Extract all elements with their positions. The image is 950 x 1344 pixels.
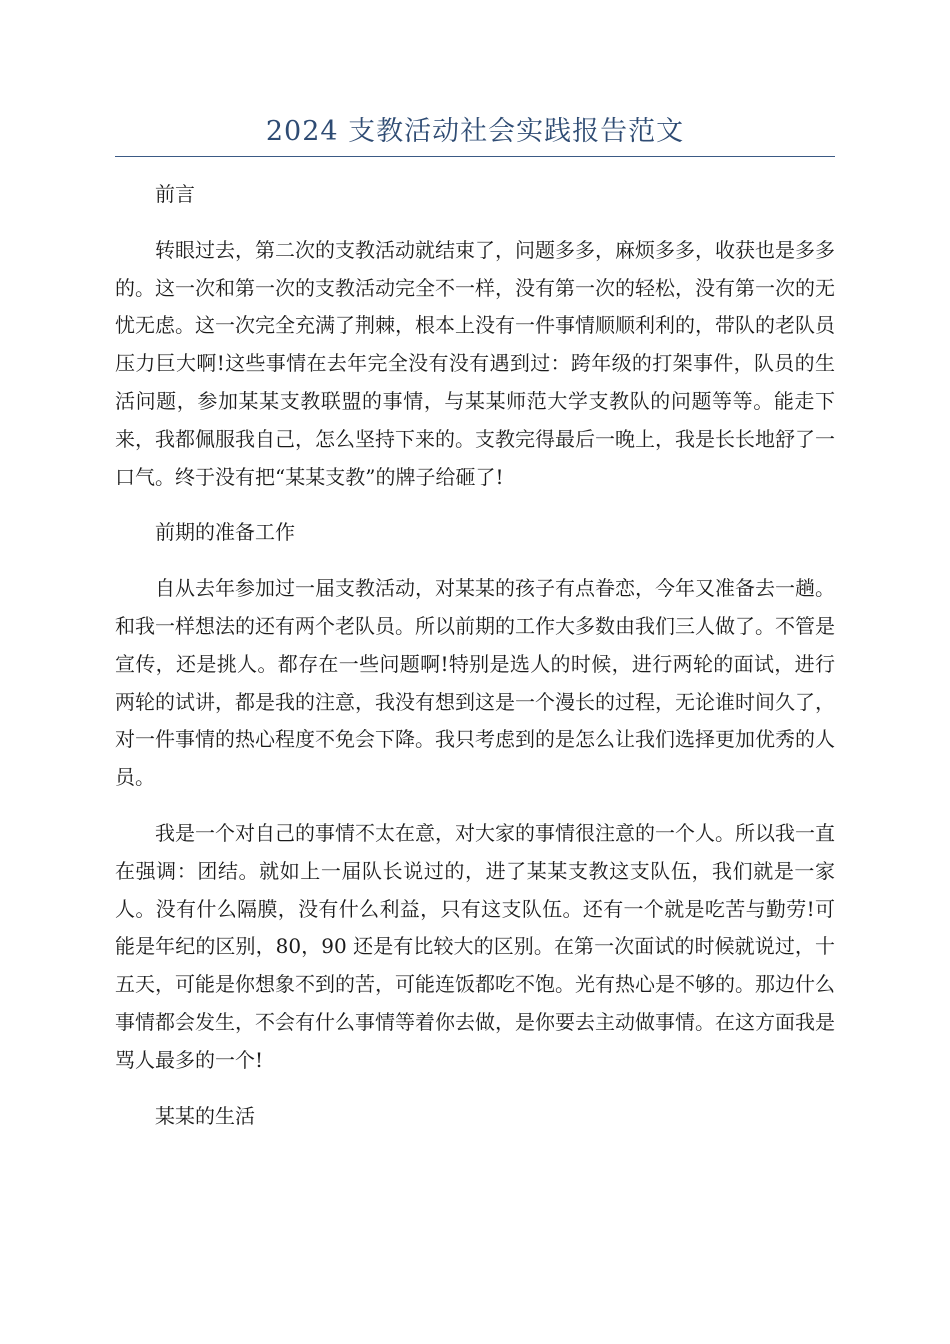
- paragraph-preparation-1: 自从去年参加过一届支教活动，对某某的孩子有点眷恋，今年又准备去一趟。和我一样想法的还有两个老队员。所以前期的工作大多数由我们三人做了。不管是宣传，还是挑人。都存在一些问题啊!特别是选人的时候，进行两轮的面试，进行两轮的试讲，都是我的注意，我没有想到这是一个漫长的过程，无论谁时间久了，对一件事情的热心程度不免会下降。我只考虑到的是怎么让我们选择更加优秀的人员。: [115, 576, 835, 790]
- document-title: 2024 支教活动社会实践报告范文: [265, 116, 685, 147]
- document-body: [115, 176, 835, 1153]
- paragraph-preparation-2: 我是一个对自己的事情不太在意，对大家的事情很注意的一个人。所以我一直在强调：团结。就如上一届队长说过的，进了某某支教这支队伍，我们就是一家人。没有什么隔膜，没有什么利益，只有这支队伍。还有一个就是吃苦与勤劳!可能是年纪的区别，80，90 还是有比较大的区别。在第一次面试的时候就说过，十五天，可能是你想象不到的苦，可能连饭都吃不饱。光有热心是不够的。那边什么事情都会发生，不会有什么事情等着你去做，是你要去主动做事情。在这方面我是骂人最多的一个!: [115, 820, 835, 1072]
- section-heading-preface: 前言: [155, 182, 195, 206]
- section-heading-life: 某某的生活: [155, 1103, 255, 1128]
- title-area: [115, 112, 835, 157]
- paragraph-preface-1: 转眼过去，第二次的支教活动就结束了，问题多多，麻烦多多，收获也是多多的。这一次和第一次的支教活动完全不一样，没有第一次的轻松，没有第一次的无忧无虑。这一次完全充满了荆棘，根本上没有一件事情顺顺利利的，带队的老队员压力巨大啊!这些事情在去年完全没有没有遇到过：跨年级的打架事件，队员的生活问题，参加某某支教联盟的事情，与某某师范大学支教队的问题等等。能走下来，我都佩服我自己，怎么坚持下来的。支教完得最后一晚上，我是长长地舒了一口气。终于没有把“某某支教”的牌子给砸了!: [115, 237, 835, 489]
- section-heading-preparation: 前期的准备工作: [155, 520, 295, 545]
